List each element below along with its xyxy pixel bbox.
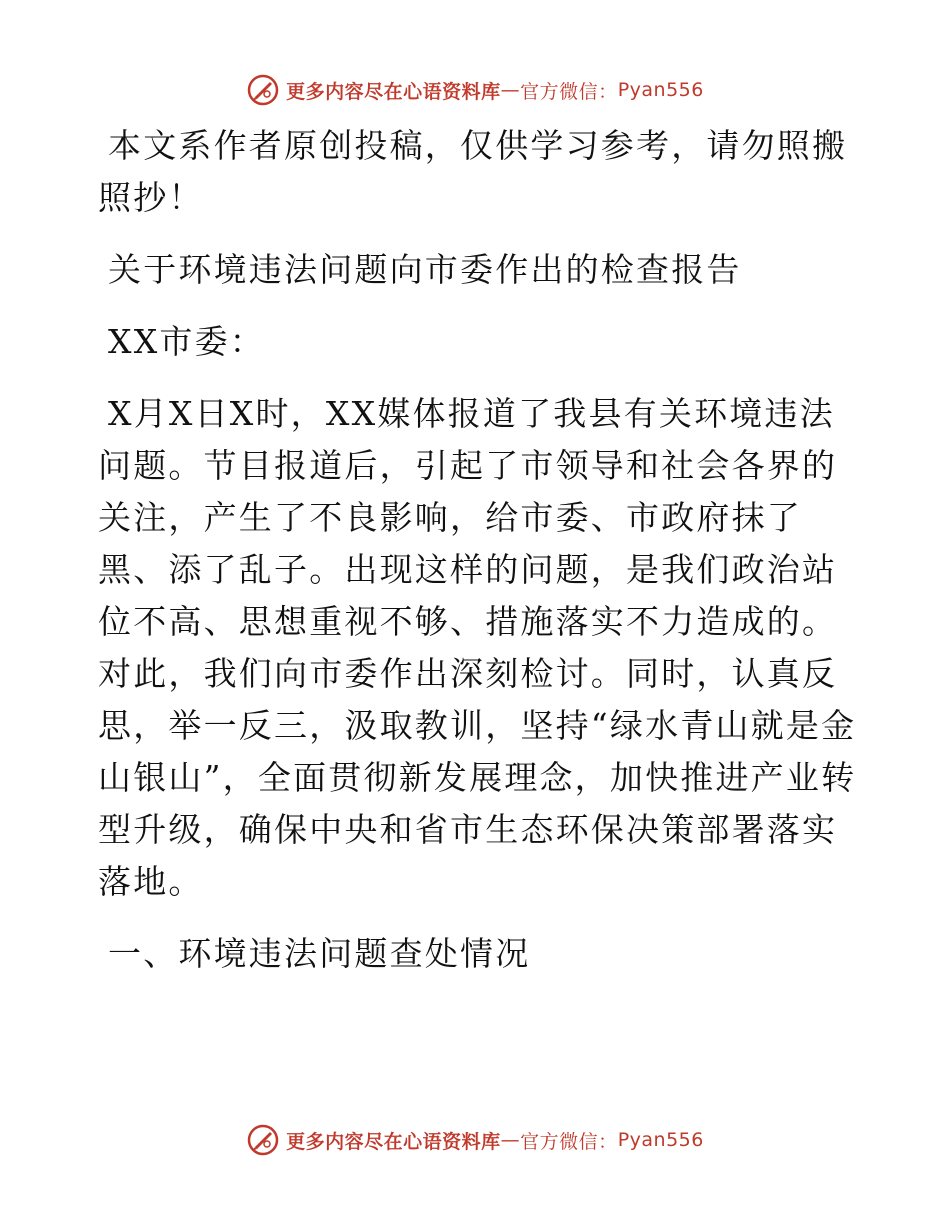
quill-logo-icon <box>246 73 280 107</box>
quill-logo-icon <box>246 1123 280 1157</box>
document-body <box>98 120 858 1000</box>
body-paragraph: X月X日X时，XX媒体报道了我县有关环境违法问题。节目报道后，引起了市领导和社会各界的关注，产生了不良影响，给市委、市政府抹了黑、添了乱子。出现这样的问题，是我们政治站位不高、思想重视不够、措施落实不力造成的。对此，我们向市委作出深刻检讨。同时，认真反思，举一反三，汲取教训，坚持“绿水青山就是金山银山”，全面贯彻新发展理念，加快推进产业转型升级，确保中央和省市生态环保决策部署落实落地。 <box>98 394 857 901</box>
footer-watermark <box>0 1120 950 1160</box>
watermark-wechat-label: 官方微信： <box>520 80 618 103</box>
watermark-dash: — <box>500 1129 521 1151</box>
copyright-notice: 本文系作者原创投稿，仅供学习参考，请勿照搬照抄！ <box>98 126 848 217</box>
watermark-wechat-account: Pyan556 <box>617 1129 704 1151</box>
section-heading: 一、环境违法问题查处情况 <box>108 934 531 973</box>
document-title: 关于环境违法问题向市委作出的检查报告 <box>108 250 742 289</box>
header-watermark <box>0 70 950 110</box>
watermark-dash: — <box>500 79 521 101</box>
salutation: XX市委： <box>108 322 265 361</box>
watermark-site-text: 更多内容尽在心语资料库 <box>286 80 501 103</box>
watermark-site-text: 更多内容尽在心语资料库 <box>286 1130 501 1153</box>
watermark-wechat-label: 官方微信： <box>520 1130 618 1153</box>
watermark-wechat-account: Pyan556 <box>617 79 704 101</box>
